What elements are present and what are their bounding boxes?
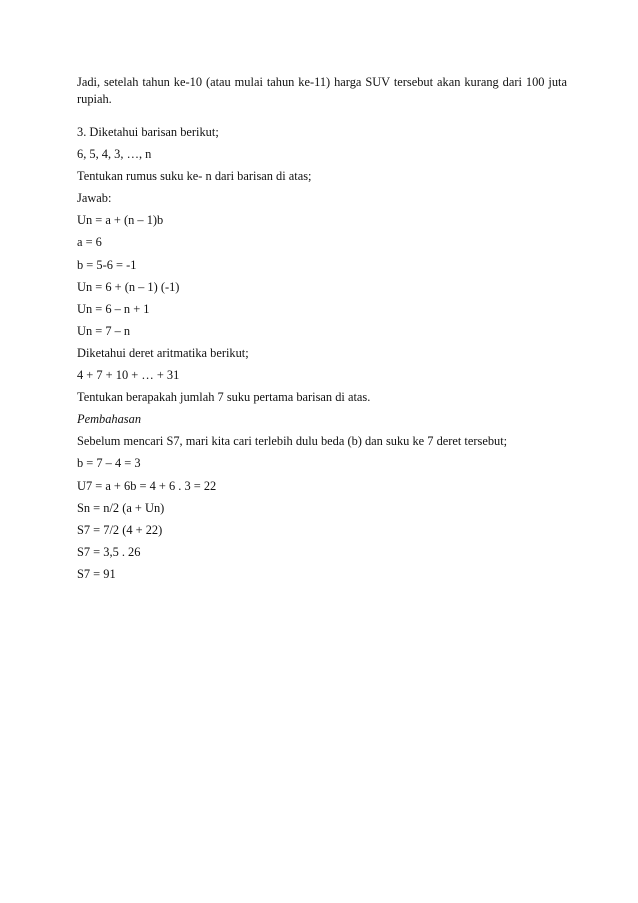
- problem-3-heading: 3. Diketahui barisan berikut;: [77, 125, 219, 139]
- pembahasan-heading: Pembahasan: [77, 412, 142, 427]
- question-line: Tentukan rumus suku ke- n dari barisan di atas;: [77, 169, 312, 184]
- intro-paragraph: Jadi, setelah tahun ke-10 (atau mulai tahun ke-11) harga SUV tersebut akan kurang dari 100 juta rupiah.: [77, 75, 567, 106]
- formula-line: U7 = a + 6b = 4 + 6 . 3 = 22: [77, 478, 217, 493]
- formula-line: b = 5-6 = -1: [77, 257, 137, 272]
- formula-line: S7 = 3,5 . 26: [77, 544, 141, 559]
- explanation-line: Sebelum mencari S7, mari kita cari terlebih dulu beda (b) dan suku ke 7 deret tersebut;: [77, 434, 508, 449]
- sequence-line: 6, 5, 4, 3, …, n: [77, 147, 152, 162]
- result-line: S7 = 91: [77, 566, 116, 581]
- formula-line: Un = a + (n – 1)b: [77, 213, 164, 228]
- question-line: Tentukan berapakah jumlah 7 suku pertama barisan di atas.: [77, 390, 371, 405]
- series-line: 4 + 7 + 10 + … + 31: [77, 368, 180, 383]
- formula-line: a = 6: [77, 235, 102, 250]
- formula-line: Un = 6 – n + 1: [77, 301, 150, 316]
- problem-4-heading: Diketahui deret aritmatika berikut;: [77, 345, 249, 360]
- document-body: [77, 74, 567, 589]
- formula-line: S7 = 7/2 (4 + 22): [77, 522, 163, 537]
- formula-line: Sn = n/2 (a + Un): [77, 500, 165, 515]
- answer-label: Jawab:: [77, 191, 112, 206]
- formula-line: Un = 6 + (n – 1) (-1): [77, 279, 180, 294]
- formula-line: Un = 7 – n: [77, 323, 131, 338]
- formula-line: b = 7 – 4 = 3: [77, 456, 141, 471]
